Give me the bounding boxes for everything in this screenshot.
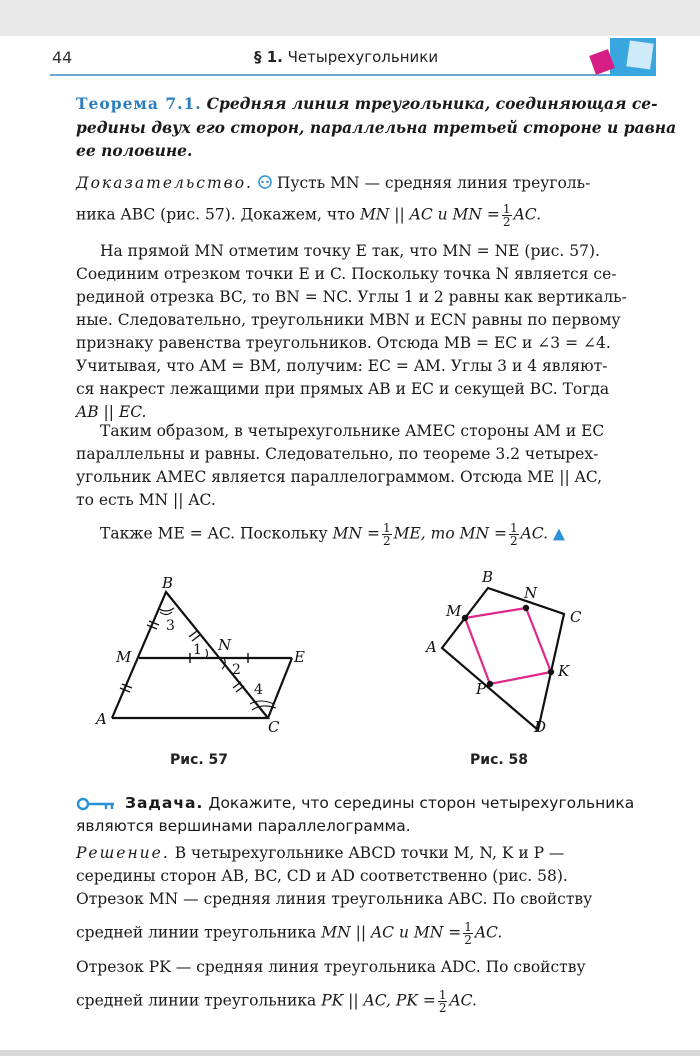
theorem-block xyxy=(76,92,677,162)
fig58-label-N: N xyxy=(524,584,538,602)
proof-formula-1-end: AC. xyxy=(513,205,541,224)
fig57-label-E: E xyxy=(294,648,305,666)
task-block xyxy=(76,792,656,838)
task-text-2: являются вершинами параллелограмма. xyxy=(76,817,411,835)
fig57-angle-4: 4 xyxy=(254,682,263,698)
proof-line: Таким образом, в четырехугольнике AMEC стороны AM и EC xyxy=(100,422,605,440)
proof-line: угольник AMEC является параллелограммом. Отсюда ME || AC, xyxy=(76,468,603,486)
section-title xyxy=(254,48,438,66)
fig58-label-A: A xyxy=(426,638,437,656)
proof-label: Доказательство. xyxy=(76,174,253,192)
proof-intro xyxy=(76,172,656,228)
section-mark: § 1. xyxy=(254,48,283,66)
theorem-label: Теорема 7.1. xyxy=(76,94,202,113)
proof-line: На прямой MN отметим точку E так, что MN = NE (рис. 57). xyxy=(100,242,600,260)
proof-formula-4b: ME, то xyxy=(393,524,455,543)
proof-line: ся накрест лежащими при прямых AB и EC и секущей BC. Тогда xyxy=(76,380,610,398)
proof-paragraph-2 xyxy=(76,240,656,424)
fig57-angle-2: 2 xyxy=(232,662,241,678)
fraction-half: $\frac{1}{2}$ xyxy=(509,521,518,548)
solution-formula-6: PK || AC, PK = xyxy=(321,991,436,1010)
section-name: Четырехугольники xyxy=(287,48,439,66)
fraction-half: $\frac{1}{2}$ xyxy=(502,202,511,229)
fig57-label-B: B xyxy=(162,574,174,592)
fig58-label-K: K xyxy=(558,662,570,680)
proof-text-1a: Пусть MN — средняя линия треуголь- xyxy=(276,174,591,192)
proof-paragraph-3 xyxy=(76,420,656,512)
proof-paragraph-4 xyxy=(76,522,656,547)
solution-block xyxy=(76,842,656,1014)
proof-line: то есть MN || AC. xyxy=(76,491,216,509)
fraction-half: $\frac{1}{2}$ xyxy=(464,920,472,947)
proof-line: ные. Следовательно, треугольники MBN и ECN равны по первому xyxy=(76,311,621,329)
theorem-text-3: ее половине. xyxy=(76,141,193,160)
theorem-text-2: редины двух его сторон, параллельна третьей стороне и равна xyxy=(76,118,677,137)
proof-line: рединой отрезка BC, то BN = NC. Углы 1 и 2 равны как вертикаль- xyxy=(76,288,627,306)
solution-text-5: Отрезок PK — средняя линия треугольника ADC. По свойству xyxy=(76,958,586,976)
proof-line: Соединим отрезком точки E и C. Поскольку точка N является се- xyxy=(76,265,617,283)
dots-icon xyxy=(258,175,272,189)
proof-formula-4d: AC. xyxy=(520,524,549,543)
fig58-label-C: C xyxy=(570,608,582,626)
fraction-half: $\frac{1}{2}$ xyxy=(438,988,447,1015)
fig57-angle-1: 1 xyxy=(193,642,202,658)
fig57-label-C: C xyxy=(268,718,280,736)
proof-line: Учитывая, что AM = BM, получим: EC = AM. Углы 3 и 4 являют- xyxy=(76,357,608,375)
header-rule xyxy=(50,74,654,76)
solution-text-3: Отрезок MN — средняя линия треугольника ABC. По свойству xyxy=(76,890,593,908)
solution-text-4a: средней линии треугольника xyxy=(76,923,317,942)
key-icon xyxy=(76,797,116,811)
solution-label: Решение. xyxy=(76,844,170,862)
proof-text-1b: ника ABC (рис. 57). Докажем, что xyxy=(76,205,355,224)
fig58-label-B: B xyxy=(482,570,494,586)
proof-text-4a: Также ME = AC. Поскольку xyxy=(100,524,328,543)
viewer-toolbar xyxy=(0,0,700,37)
fig57-label-N: N xyxy=(218,636,232,654)
proof-line: AB || EC. xyxy=(76,403,147,421)
solution-formula-6-end: AC. xyxy=(449,991,477,1010)
proof-line: параллельны и равны. Следовательно, по теореме 3.2 четырех- xyxy=(76,445,599,463)
fig57-caption: Рис. 57 xyxy=(170,752,229,768)
proof-end-mark: ▲ xyxy=(552,524,565,543)
proof-formula-4a: MN = xyxy=(332,524,380,543)
solution-text-2: середины сторон AB, BC, CD и AD соответственно (рис. 58). xyxy=(76,867,568,885)
figure-57 xyxy=(90,570,340,742)
solution-formula-4: MN || AC и MN = xyxy=(321,923,462,942)
solution-text-1: В четырехугольнике ABCD точки M, N, K и P — xyxy=(174,844,565,862)
fig58-label-P: P xyxy=(476,680,487,698)
task-text-1: Докажите, что середины сторон четырехугольника xyxy=(208,794,635,812)
proof-line: признаку равенства треугольников. Отсюда MB = EC и ∠3 = ∠4. xyxy=(76,334,611,352)
fig57-label-A: A xyxy=(96,710,107,728)
fig58-label-D: D xyxy=(534,718,547,736)
fig58-label-M: M xyxy=(446,602,462,620)
page-number: 44 xyxy=(52,48,73,67)
viewer-bottom-edge xyxy=(0,1050,700,1056)
fig57-angle-3: 3 xyxy=(166,618,175,634)
section-logo-icon xyxy=(586,38,656,80)
fig58-caption: Рис. 58 xyxy=(470,752,529,768)
fraction-half: $\frac{1}{2}$ xyxy=(382,521,391,548)
solution-formula-4-end: AC. xyxy=(474,923,503,942)
proof-formula-4c: MN = xyxy=(459,524,507,543)
fig57-label-M: M xyxy=(116,648,132,666)
solution-text-6a: средней линии треугольника xyxy=(76,991,317,1010)
task-label: Задача. xyxy=(124,794,204,812)
figure-58 xyxy=(420,570,590,742)
proof-formula-1: MN || AC и MN = xyxy=(359,205,500,224)
theorem-text-1: Средняя линия треугольника, соединяющая се- xyxy=(206,94,658,113)
